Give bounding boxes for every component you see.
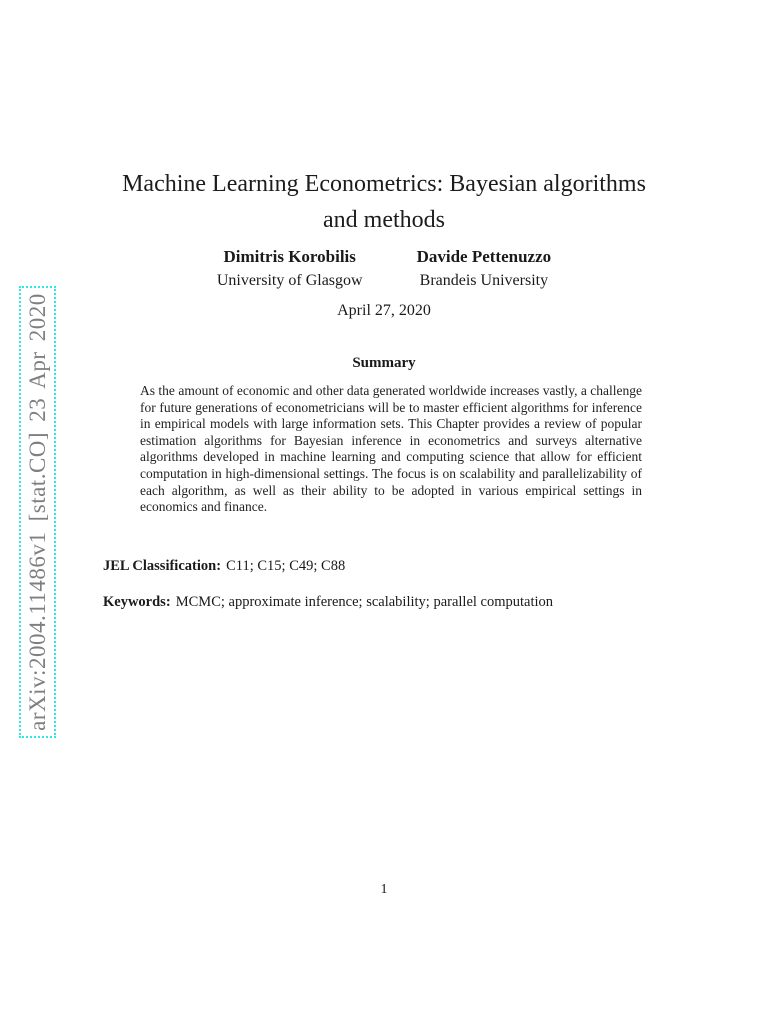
jel-value: C11; C15; C49; C88 [226,558,346,574]
keywords-label: Keywords: [103,594,171,610]
jel-label: JEL Classification: [103,558,222,574]
page-number: 1 [380,882,388,897]
paper-title-line1: Machine Learning Econometrics: Bayesian algorithms [122,171,646,197]
author-2 [417,245,552,292]
abstract-text: As the amount of economic and other data generated worldwide increases vastly, a challenge for future generations of econometricians will be to master efficient algorithms for inference in empirical models with large information sets. This Chapter provides a review of popular estimation algorithms for Bayesian inference in econometrics and surveys alternative algorithms developed in machine learning and computing science that allow for efficient computation in high-dimensional settings. The focus is on scalability and parallelizability of each algorithm, as well as their ability to be adopted in various empirical settings in economics and finance. [140,383,642,515]
keywords-line [103,594,669,611]
paper-title [0,166,768,238]
authors-block [0,245,768,292]
arxiv-watermark: arXiv:2004.11486v1 [stat.CO] 23 Apr 2020 [19,286,56,738]
jel-classification-line [103,558,669,575]
author-affiliation: Brandeis University [419,272,549,289]
author-affiliation: University of Glasgow [216,272,363,289]
abstract-heading: Summary [352,355,416,371]
author-1 [217,245,363,292]
author-name: Dimitris Korobilis [223,247,356,266]
paper-title-line2: and methods [323,207,445,233]
paper-date: April 27, 2020 [337,302,431,319]
author-name: Davide Pettenuzzo [416,247,552,266]
keywords-value: MCMC; approximate inference; scalability; parallel computation [175,594,554,610]
